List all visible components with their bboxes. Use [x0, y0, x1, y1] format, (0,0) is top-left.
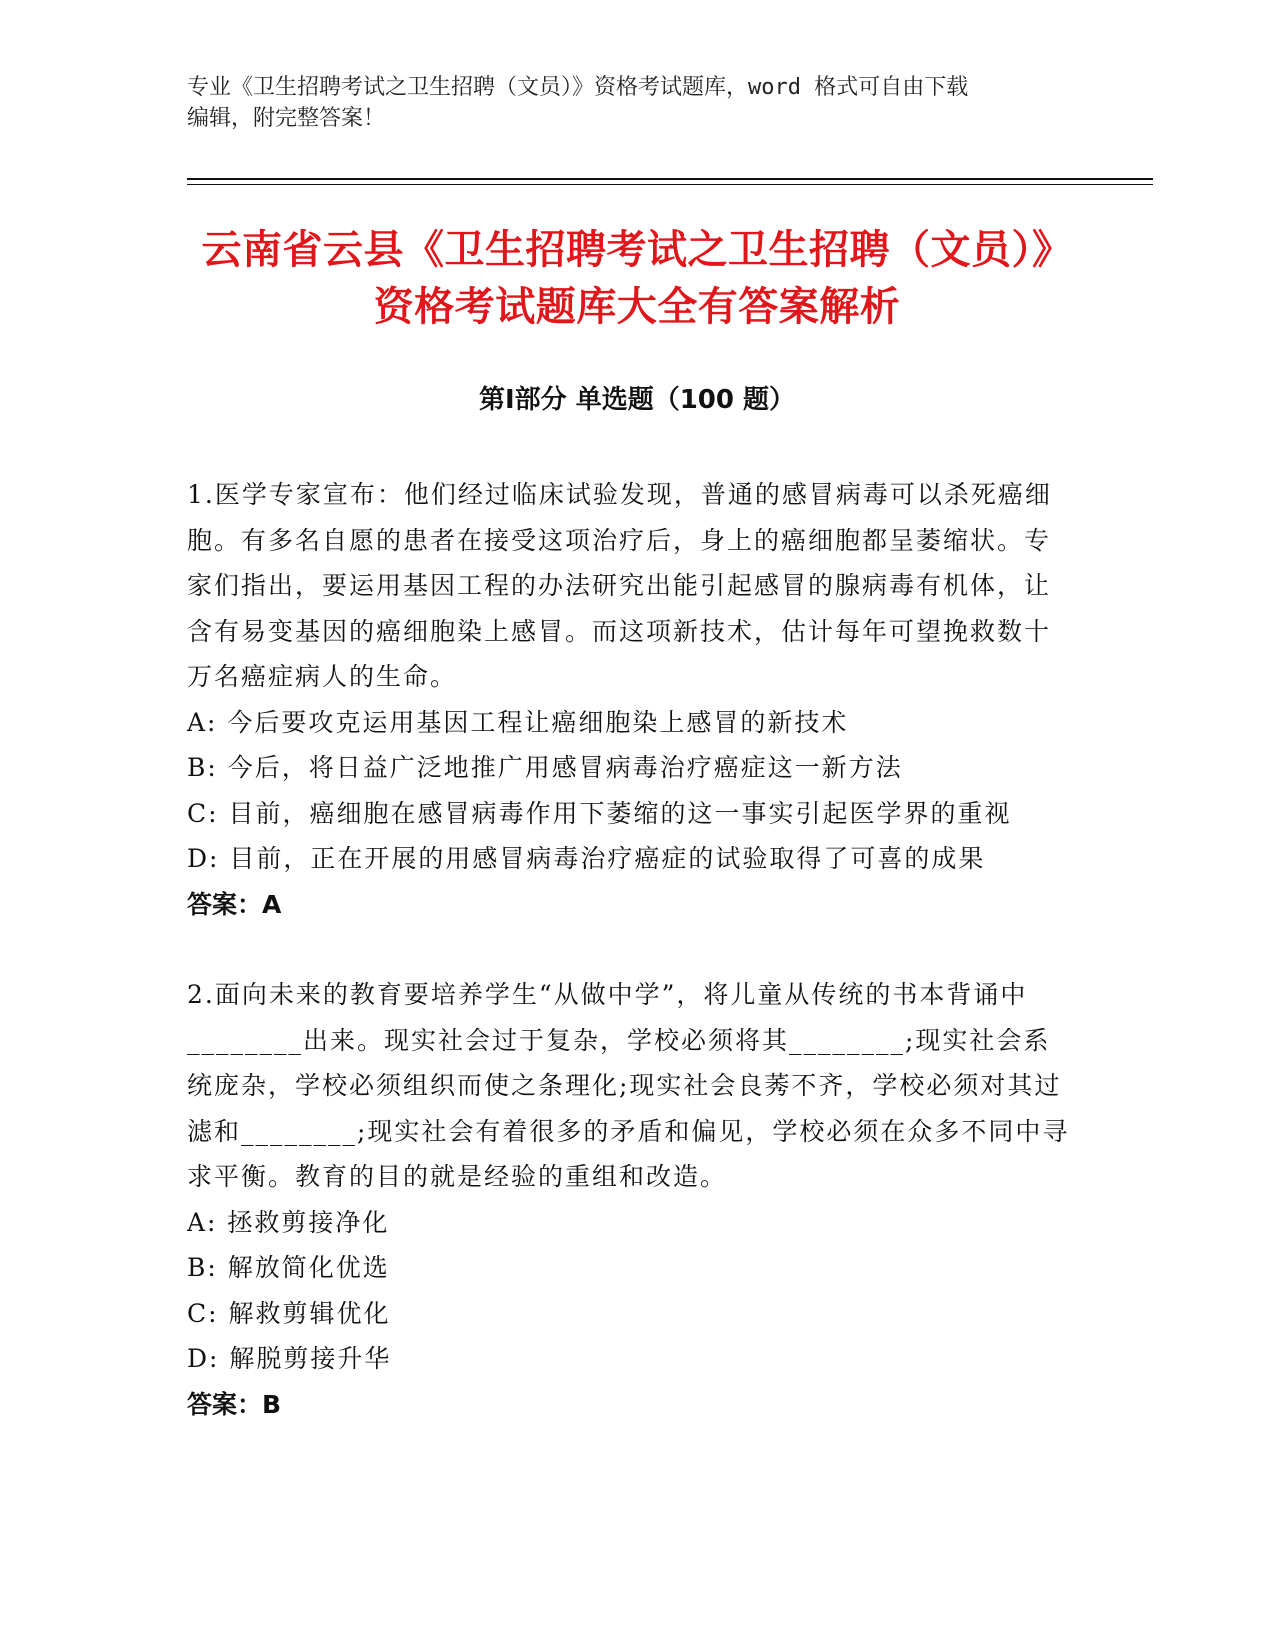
header-divider-thick: [187, 178, 1153, 180]
question-stem: 1.医学专家宣布：他们经过临床试验发现，普通的感冒病毒可以杀死癌细胞。有多名自愿的患者在接受这项治疗后，身上的癌细胞都呈萎缩状。专家们指出，要运用基因工程的办法研究出能引起感冒的腺病毒有机体，让含有易变基因的癌细胞染上感冒。而这项新技术，估计每年可望挽救数十万名癌症病人的生命。: [187, 480, 1052, 691]
answer: 答案：B: [187, 1389, 282, 1419]
option-b: B: 解放简化优选: [187, 1253, 390, 1282]
option-b: B: 今后，将日益广泛地推广用感冒病毒治疗癌症这一新方法: [187, 753, 903, 782]
option-d: D: 目前，正在开展的用感冒病毒治疗癌症的试验取得了可喜的成果: [187, 844, 986, 873]
option-d: D: 解脱剪接升华: [187, 1344, 392, 1373]
option-a: A: 今后要攻克运用基因工程让癌细胞染上感冒的新技术: [187, 707, 849, 737]
question-stem: 2.面向未来的教育要培养学生“从做中学”，将儿童从传统的书本背诵中________出来。现实社会过于复杂，学校必须将其________;现实社会系统庞杂，学校必须组织而使之条理化;现实社会良莠不齐，学校必须对其过滤和________;现实社会有着很多的矛盾和偏见，学校必须在众多不同中寻求平衡。教育的目的就是经验的重组和改造。: [187, 980, 1070, 1191]
option-a: A: 拯救剪接净化: [187, 1207, 390, 1237]
header-divider-thin: [187, 184, 1153, 185]
option-c: C: 解救剪辑优化: [187, 1298, 391, 1328]
section-title: 第Ⅰ部分 单选题（100 题）: [478, 385, 796, 415]
question-2: [187, 972, 1077, 1427]
question-1: [187, 472, 1077, 927]
document-title: 云南省云县《卫生招聘考试之卫生招聘（文员）》资格考试题库大全有答案解析: [201, 227, 1073, 330]
answer: 答案：A: [187, 889, 282, 919]
header-note: 专业《卫生招聘考试之卫生招聘（文员）》资格考试题库，word 格式可自由下载 编辑，附完整答案！: [187, 75, 969, 131]
option-c: C: 目前，癌细胞在感冒病毒作用下萎缩的这一事实引起医学界的重视: [187, 798, 1012, 828]
